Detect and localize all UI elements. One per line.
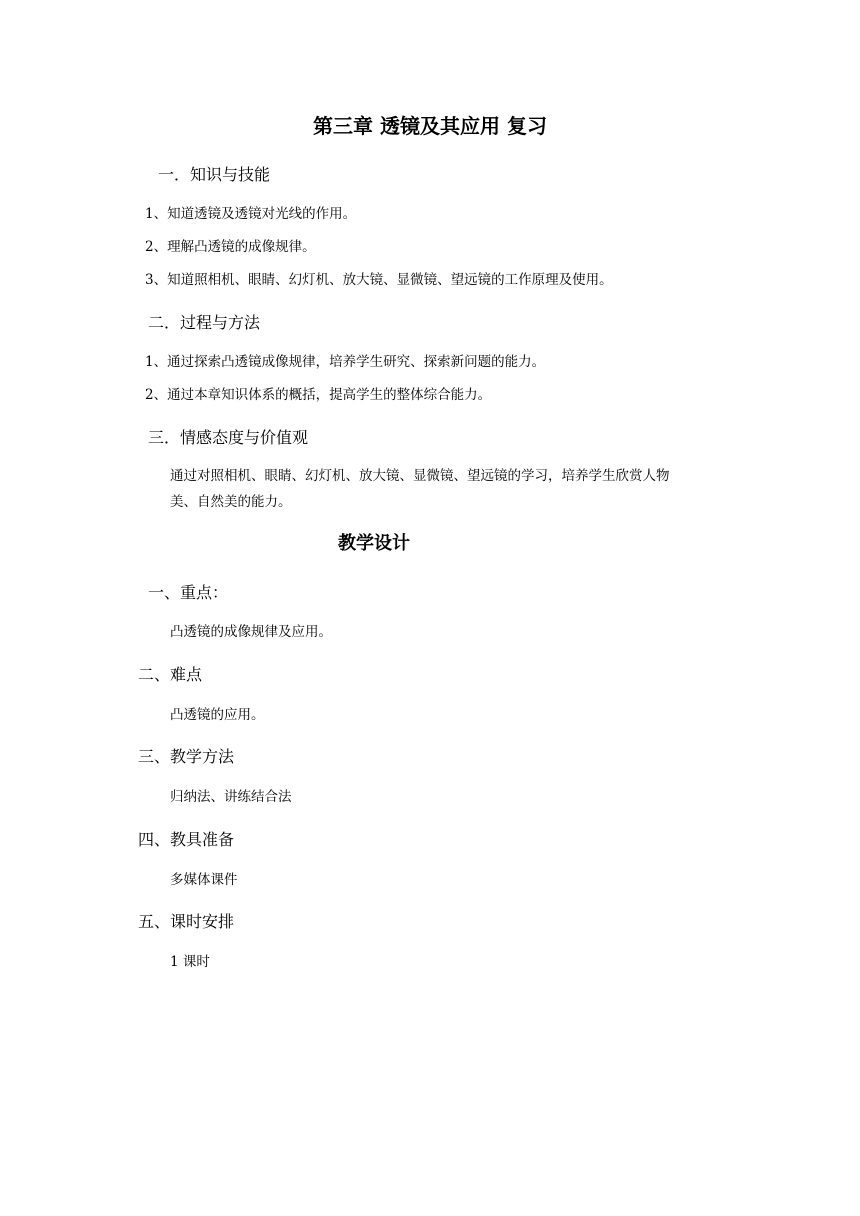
paragraph-line: 通过对照相机、眼睛、幻灯机、放大镜、显微镜、望远镜的学习，培养学生欣赏人物: [170, 468, 670, 484]
design-content: 1 课时: [170, 954, 210, 970]
design-content: 凸透镜的应用。: [170, 707, 265, 723]
design-heading-key-points: 一、重点：: [148, 583, 229, 602]
design-heading-teaching-aids: 四、教具准备: [138, 830, 235, 849]
paragraph-line: 美、自然美的能力。: [170, 494, 292, 510]
design-title: 教学设计: [338, 533, 410, 554]
list-item: 1、通过探索凸透镜成像规律，培养学生研究、探索新问题的能力。: [145, 354, 546, 370]
design-heading-difficulties: 二、难点: [138, 665, 203, 684]
design-heading-schedule: 五、课时安排: [138, 912, 235, 931]
design-content: 凸透镜的成像规律及应用。: [170, 624, 332, 640]
list-item: 3、知道照相机、眼睛、幻灯机、放大镜、显微镜、望远镜的工作原理及使用。: [145, 272, 613, 288]
section-heading-knowledge-skills: 一．知识与技能: [158, 165, 271, 184]
document-title: 第三章 透镜及其应用 复习: [313, 114, 547, 138]
list-item: 1、知道透镜及透镜对光线的作用。: [145, 206, 357, 222]
design-heading-teaching-methods: 三、教学方法: [138, 747, 235, 766]
design-content: 多媒体课件: [170, 872, 238, 888]
design-content: 归纳法、讲练结合法: [170, 789, 292, 805]
list-item: 2、理解凸透镜的成像规律。: [145, 239, 316, 255]
section-heading-attitudes-values: 三．情感态度与价值观: [148, 428, 309, 447]
list-item: 2、通过本章知识体系的概括，提高学生的整体综合能力。: [145, 387, 492, 403]
section-heading-process-methods: 二．过程与方法: [148, 313, 261, 332]
